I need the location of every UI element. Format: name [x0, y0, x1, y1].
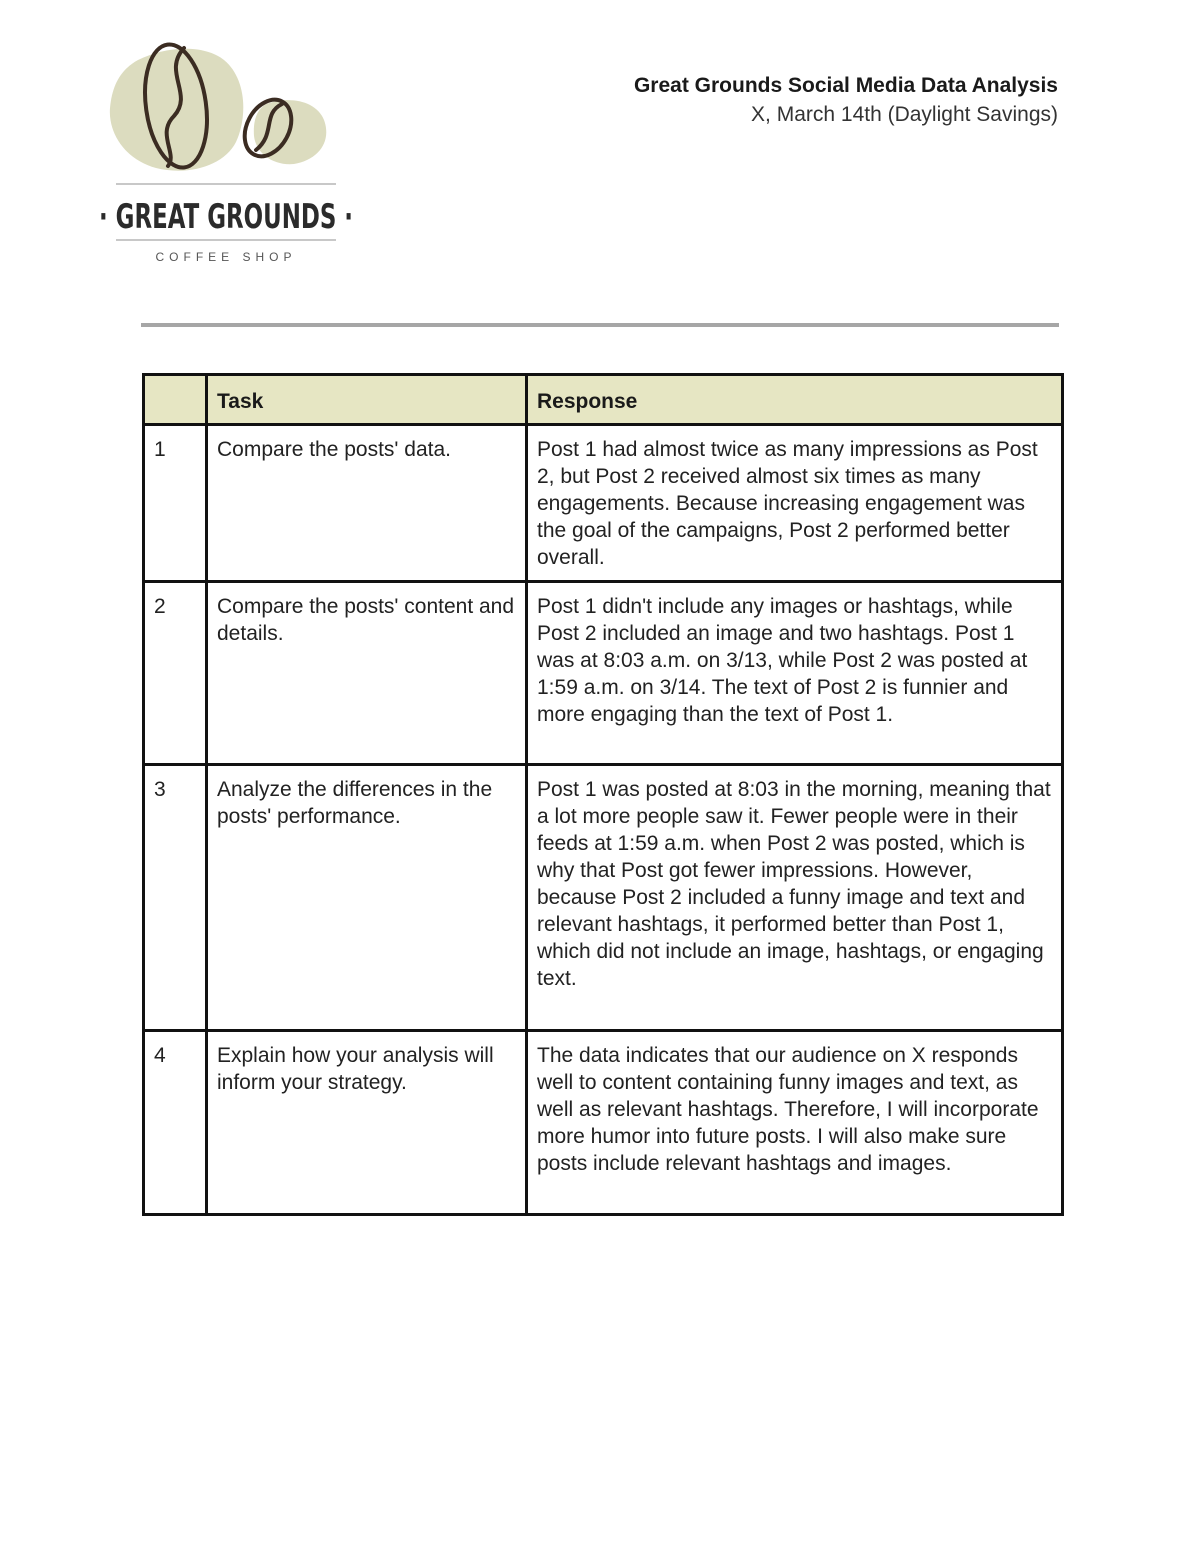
response-cell: Post 1 was posted at 8:03 in the morning, meaning that a lot more people saw it. Fewer people were in their feeds at 1:59 a.m. when Post 2 was posted, which is why that Post got fewer impressions. However, because Post 2 included a funny image and text and relevant hashtags, it performed better than Post 1, which did not include an image, hashtags, or engaging text.	[527, 765, 1063, 1031]
table-row	[144, 582, 1063, 765]
row-number: 2	[144, 582, 207, 765]
column-header-number	[144, 375, 207, 425]
response-cell: The data indicates that our audience on X responds well to content containing funny images and text, as well as relevant hashtags. Therefore, I will incorporate more humor into future posts. I will also make sure posts include relevant hashtags and images.	[527, 1031, 1063, 1215]
logo-brand-name: · GREAT GROUNDS ·	[99, 197, 353, 237]
table-row	[144, 1031, 1063, 1215]
column-header-response: Response	[527, 375, 1063, 425]
task-cell: Analyze the differences in the posts' performance.	[207, 765, 527, 1031]
document-subtitle: X, March 14th (Daylight Savings)	[751, 103, 1058, 126]
task-cell: Compare the posts' content and details.	[207, 582, 527, 765]
header-divider	[141, 323, 1059, 327]
document-header	[634, 72, 1058, 130]
response-cell: Post 1 had almost twice as many impressions as Post 2, but Post 2 received almost six times as many engagements. Because increasing engagement was the goal of the campaigns, Post 2 performed better overall.	[527, 425, 1063, 582]
coffee-bean-logo-graphic	[96, 38, 358, 268]
great-grounds-logo	[96, 38, 358, 268]
table-header-row	[144, 375, 1063, 425]
document-title: Great Grounds Social Media Data Analysis	[633, 74, 1058, 97]
row-number: 1	[144, 425, 207, 582]
table-row	[144, 765, 1063, 1031]
task-cell: Explain how your analysis will inform your strategy.	[207, 1031, 527, 1215]
column-header-task: Task	[207, 375, 527, 425]
table-row	[144, 425, 1063, 582]
analysis-table	[142, 373, 1064, 1216]
task-cell: Compare the posts' data.	[207, 425, 527, 582]
row-number: 3	[144, 765, 207, 1031]
response-cell: Post 1 didn't include any images or hashtags, while Post 2 included an image and two hashtags. Post 1 was at 8:03 a.m. on 3/13, while Post 2 was posted at 1:59 a.m. on 3/14. The text of Post 2 is funnier and more engaging than the text of Post 1.	[527, 582, 1063, 765]
logo-tagline: COFFEE SHOP	[155, 250, 297, 264]
row-number: 4	[144, 1031, 207, 1215]
